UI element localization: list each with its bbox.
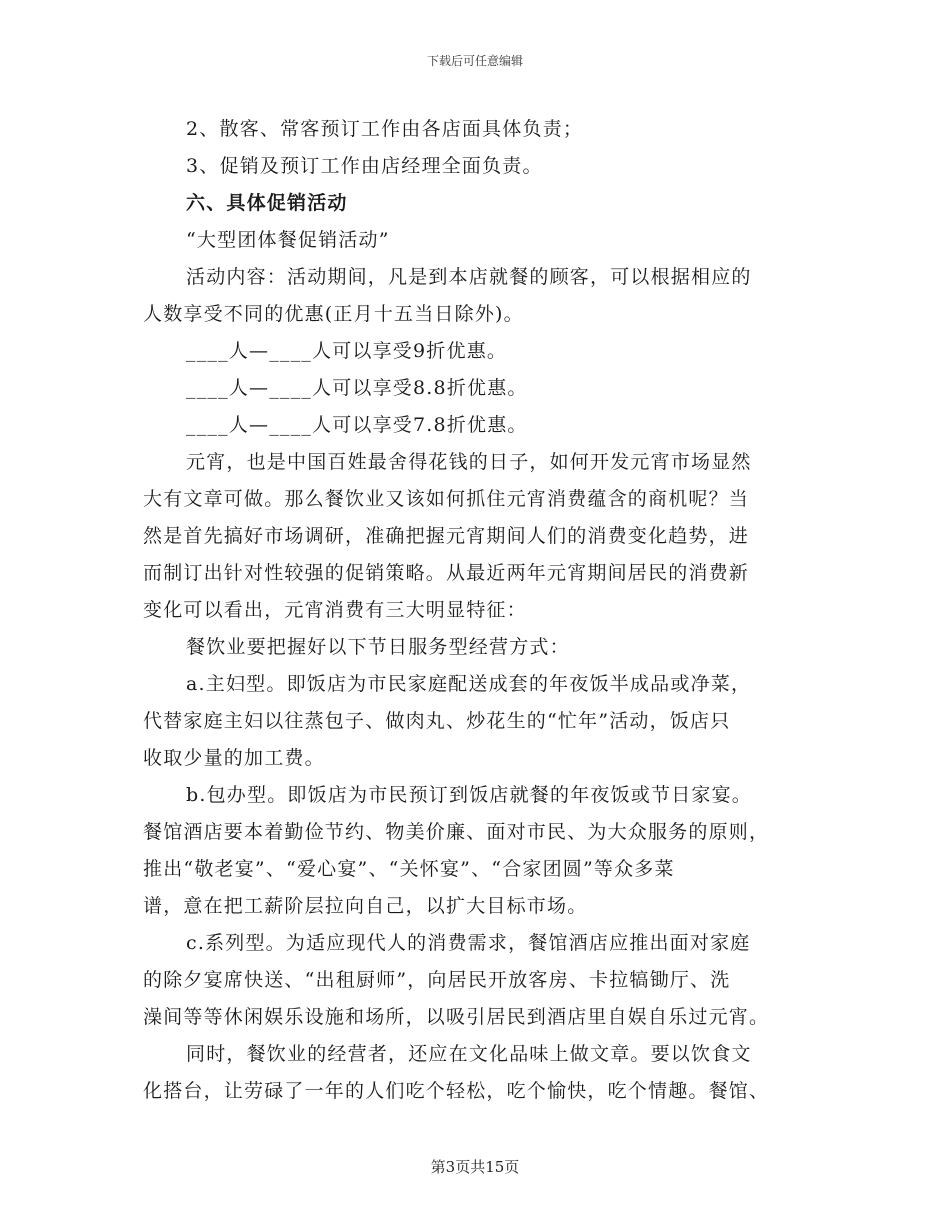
text-line: 餐馆酒店要本着勤俭节约、物美价廉、面对市民、为大众服务的原则， bbox=[143, 821, 770, 843]
text-line: 代替家庭主妇以往蒸包子、做肉丸、炒花生的“忙年”活动，饭店只 bbox=[143, 710, 731, 732]
text-line: ____人—____人可以享受7.8折优惠。 bbox=[186, 414, 528, 436]
text-line: a.主妇型。即饭店为市民家庭配送成套的年夜饭半成品或净菜， bbox=[186, 673, 752, 695]
page-header: 下载后可任意编辑 bbox=[426, 54, 523, 68]
text-line: 然是首先搞好市场调研，准确把握元宵期间人们的消费变化趋势，进 bbox=[143, 525, 750, 547]
text-line: 人数享受不同的优惠(正月十五当日除外)。 bbox=[143, 303, 524, 325]
text-line: ____人—____人可以享受9折优惠。 bbox=[186, 340, 508, 362]
section-heading: 六、具体促销活动 bbox=[186, 192, 348, 214]
text-line: 元宵，也是中国百姓最舍得花钱的日子，如何开发元宵市场显然 bbox=[186, 451, 752, 473]
text-line: 澡间等等休闲娱乐设施和场所，以吸引居民到酒店里自娱自乐过元宵。 bbox=[143, 1006, 770, 1028]
text-line: 2、散客、常客预订工作由各店面具体负责； bbox=[186, 118, 584, 140]
text-line: 化搭台，让劳碌了一年的人们吃个轻松，吃个愉快，吃个情趣。餐馆、 bbox=[143, 1080, 770, 1102]
text-line: 3、促销及预订工作由店经理全面负责。 bbox=[186, 155, 543, 177]
text-line: 谱，意在把工薪阶层拉向自己，以扩大目标市场。 bbox=[143, 895, 588, 917]
document-body bbox=[143, 111, 813, 1110]
text-line: ____人—____人可以享受8.8折优惠。 bbox=[186, 377, 528, 399]
text-line: 餐饮业要把握好以下节日服务型经营方式： bbox=[186, 636, 570, 658]
page-number: 第3页共15页 bbox=[430, 1158, 520, 1176]
text-line: c.系列型。为适应现代人的消费需求，餐馆酒店应推出面对家庭 bbox=[186, 932, 751, 954]
text-line: 推出“敬老宴”、“爱心宴”、“关怀宴”、“合家团圆”等众多菜 bbox=[143, 858, 675, 880]
text-line: b.包办型。即饭店为市民预订到饭店就餐的年夜饭或节日家宴。 bbox=[186, 784, 753, 806]
text-line: “大型团体餐促销活动” bbox=[186, 229, 390, 251]
text-line: 活动内容：活动期间，凡是到本店就餐的顾客，可以根据相应的 bbox=[186, 266, 752, 288]
text-line: 变化可以看出，元宵消费有三大明显特征： bbox=[143, 599, 527, 621]
text-line: 大有文章可做。那么餐饮业又该如何抓住元宵消费蕴含的商机呢？当 bbox=[143, 488, 750, 510]
text-line: 同时，餐饮业的经营者，还应在文化品味上做文章。要以饮食文 bbox=[186, 1043, 752, 1065]
text-line: 而制订出针对性较强的促销策略。从最近两年元宵期间居民的消费新 bbox=[143, 562, 750, 584]
text-line: 收取少量的加工费。 bbox=[143, 747, 325, 769]
text-line: 的除夕宴席快送、“出租厨师”，向居民开放客房、卡拉犒锄厅、洗 bbox=[143, 969, 731, 991]
